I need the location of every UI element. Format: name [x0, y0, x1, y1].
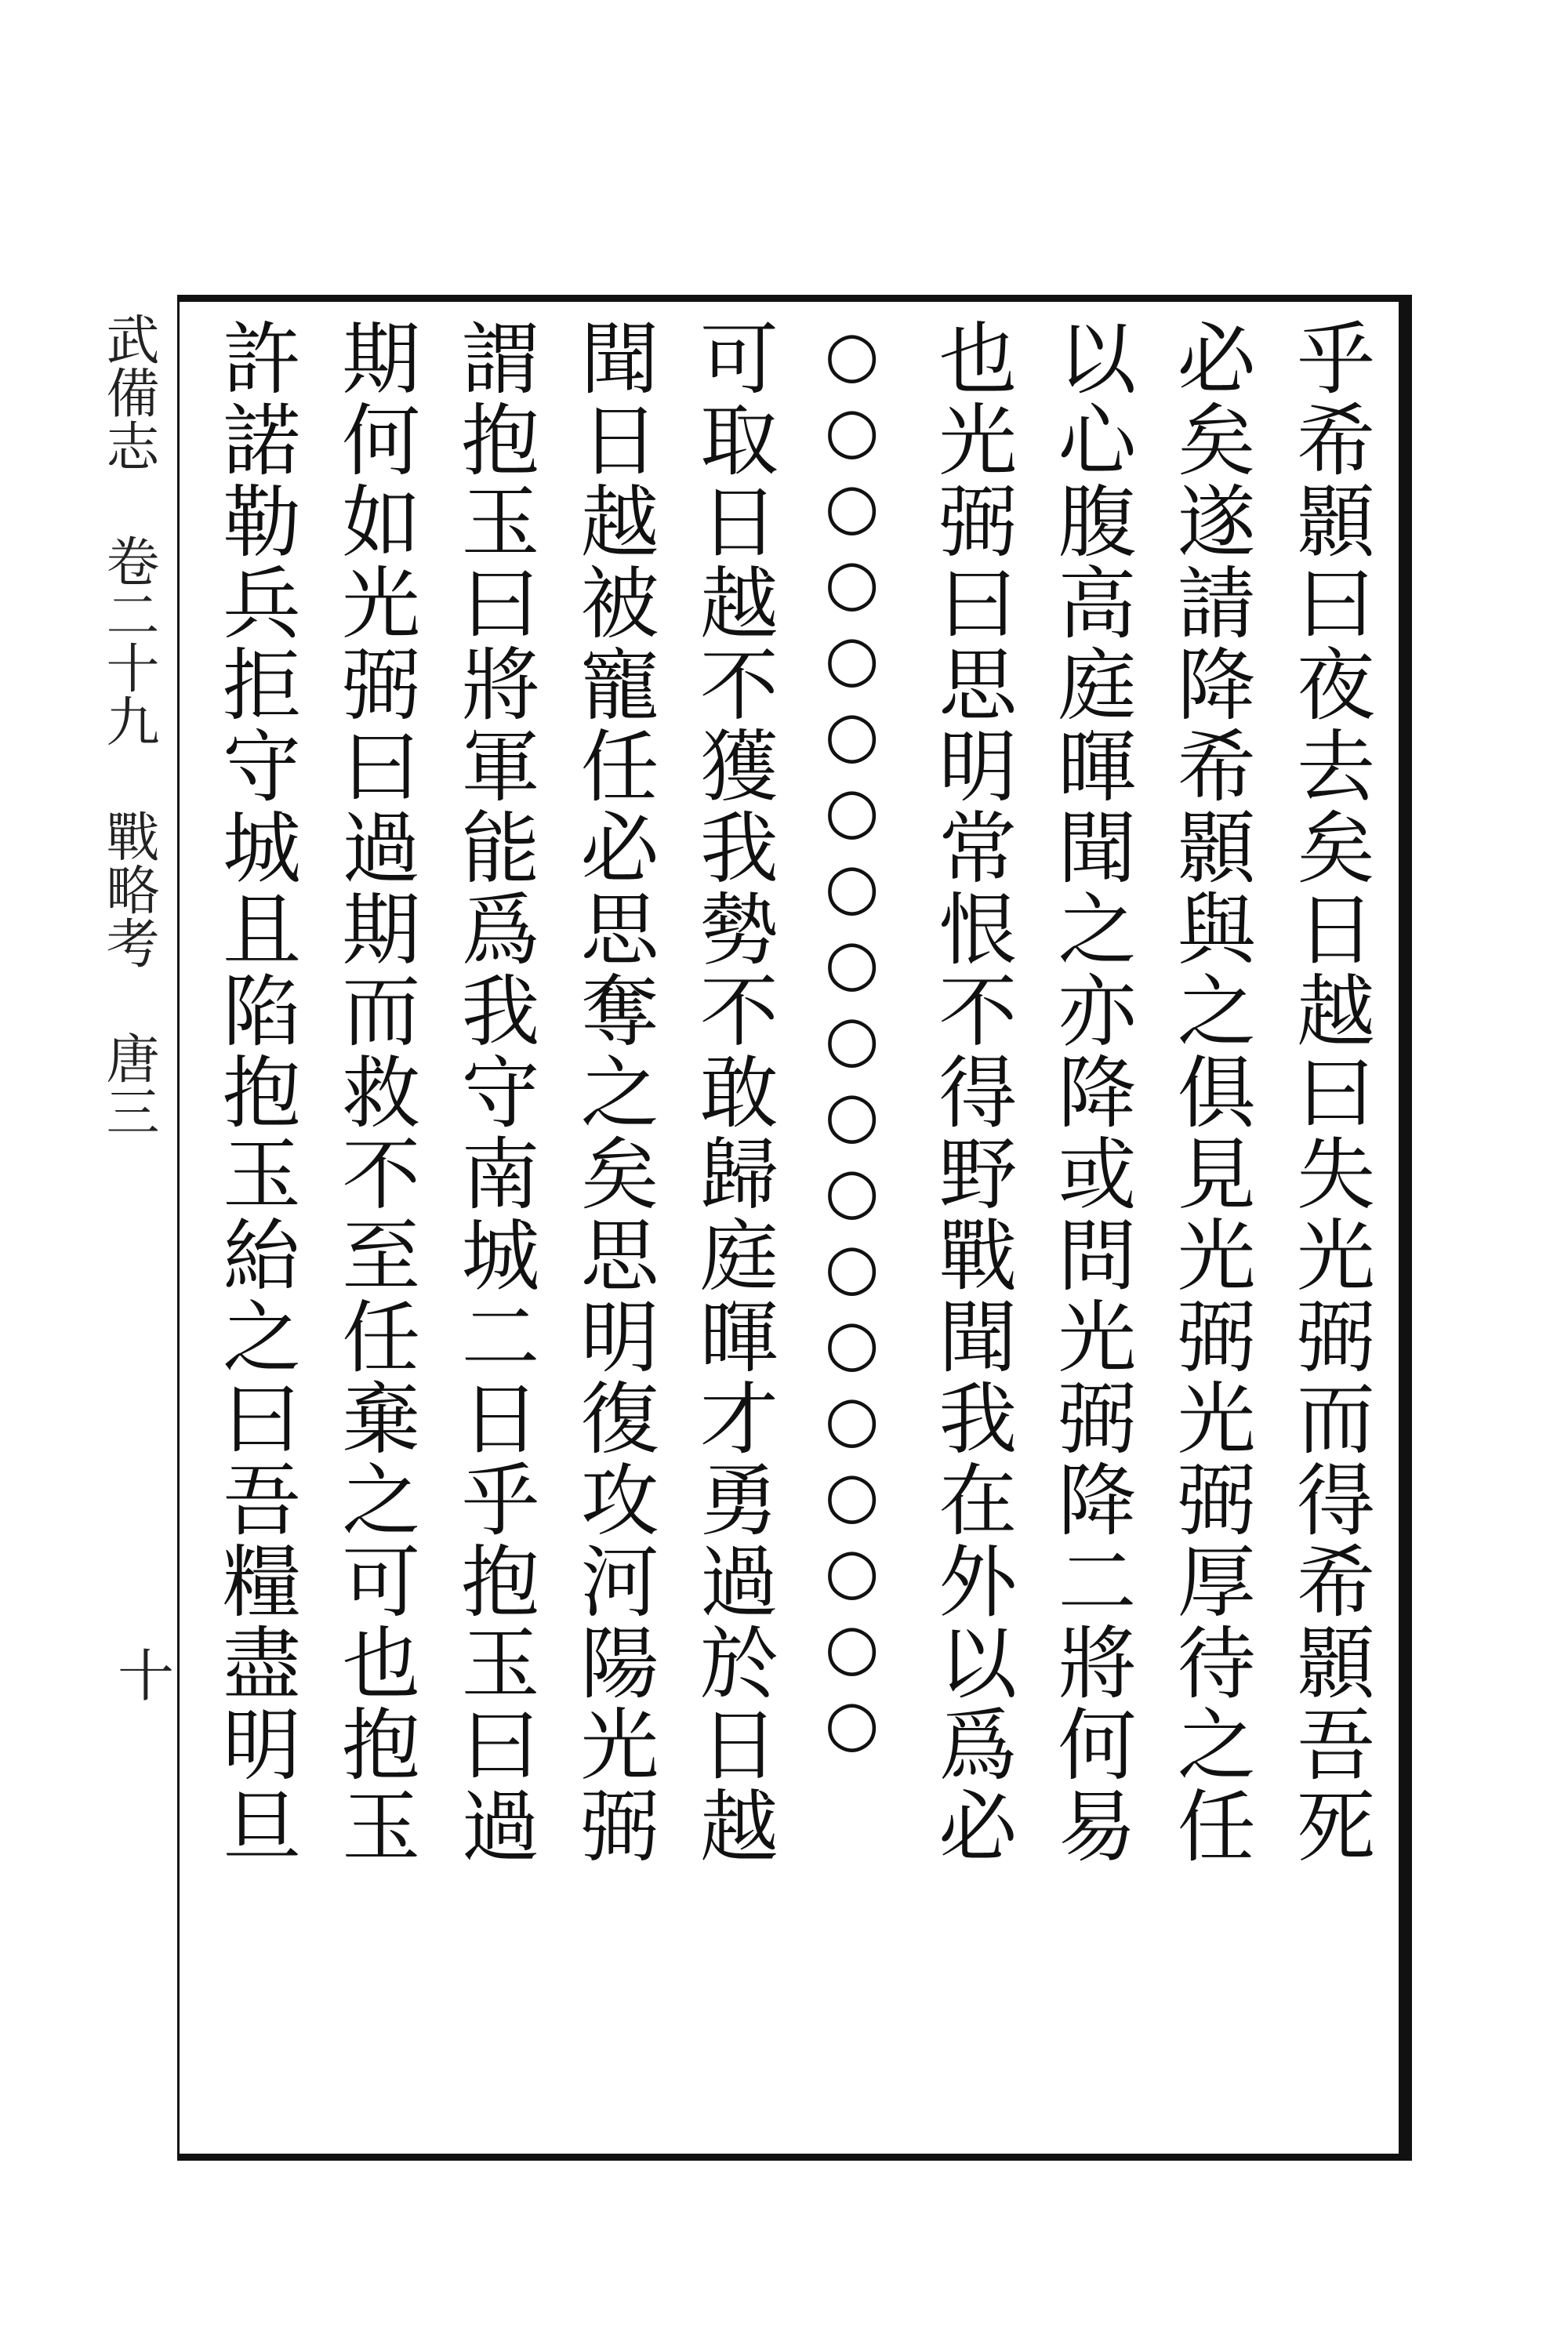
text-column: 乎希顥曰夜去矣日越曰失光弼而得希顥吾死 — [1283, 318, 1375, 1867]
inner-rule-line — [177, 302, 180, 2154]
text-column: 聞日越被寵任必思奪之矣思明復攻河陽光弼 — [567, 318, 659, 1867]
folio-number: 十 — [118, 1643, 175, 1709]
annotation-circle-column: ○○○○○○○○○○○○○○○○○○○ — [815, 318, 889, 1762]
text-column: 許諾勒兵拒守城且陷抱玉紿之曰吾糧盡明旦 — [209, 318, 301, 1867]
margin-title: 武備志 卷二十九 戰略考 唐三 — [97, 312, 159, 1138]
text-column: 期何如光弼曰過期而救不至任棄之可也抱玉 — [328, 318, 421, 1867]
text-column: 可取日越不獲我勢不敢歸庭暉才勇過於日越 — [686, 318, 779, 1867]
text-column: 也光弼曰思明常恨不得野戰聞我在外以爲必 — [925, 318, 1018, 1867]
text-column: 以心腹高庭暉聞之亦降或問光弼降二將何易 — [1044, 318, 1137, 1867]
main-text — [196, 318, 1388, 2144]
text-column: 必矣遂請降希顥與之俱見光弼光弼厚待之任 — [1163, 318, 1256, 1867]
text-column: 謂抱玉曰將軍能爲我守南城二日乎抱玉曰過 — [448, 318, 540, 1867]
